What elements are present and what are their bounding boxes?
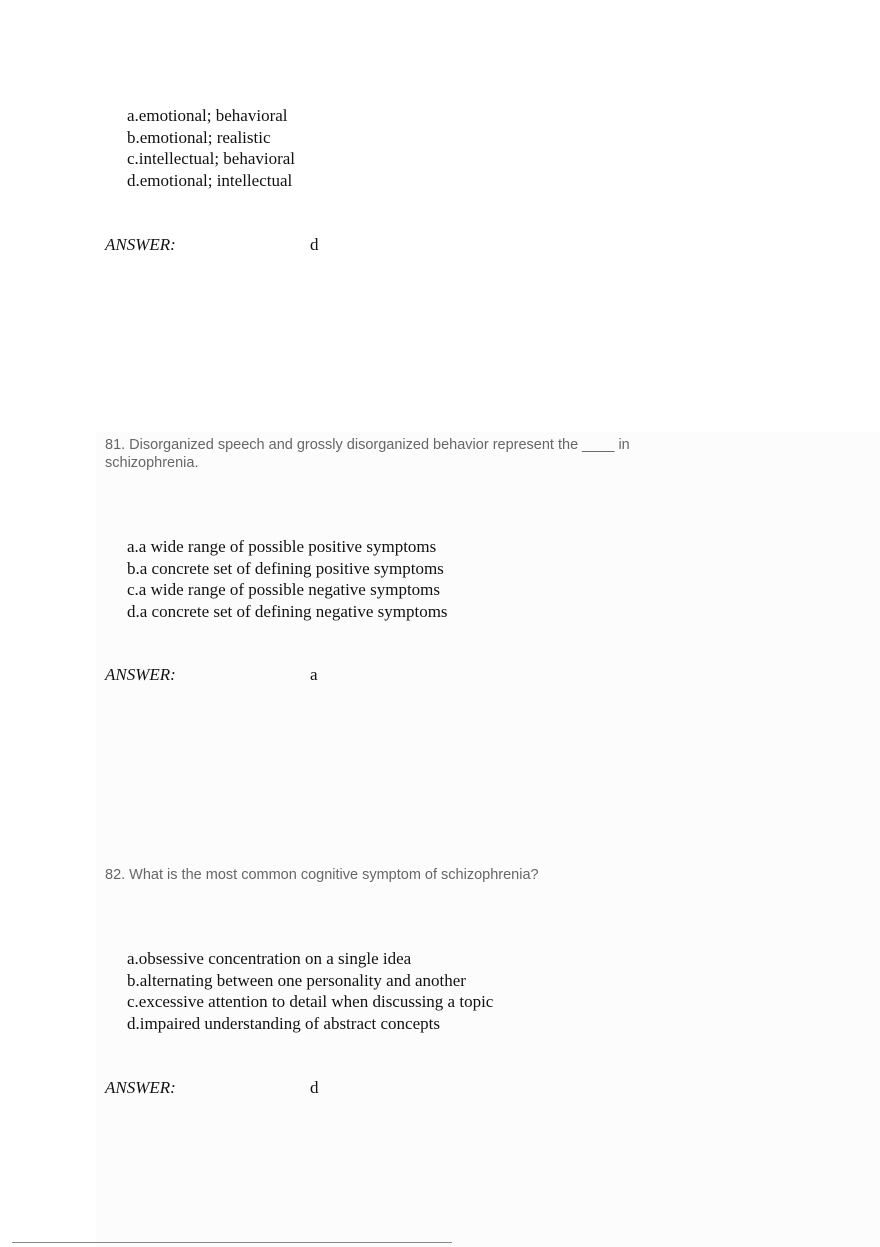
option-text: a concrete set of defining negative symptoms (139, 602, 448, 622)
option-item (127, 170, 295, 192)
option-letter: a. (127, 949, 139, 968)
answer-value: d (310, 235, 319, 254)
answer-label: ANSWER: (105, 1078, 176, 1097)
option-text: impaired understanding of abstract concepts (139, 1014, 440, 1034)
option-text: emotional; behavioral (138, 106, 288, 125)
option-item (127, 579, 448, 601)
option-item (127, 148, 295, 170)
option-text: intellectual; behavioral (138, 149, 296, 169)
option-item (127, 127, 295, 149)
option-text: alternating between one personality and another (139, 970, 466, 990)
option-letter: d. (127, 602, 140, 622)
answer-label: ANSWER: (105, 665, 176, 684)
question-text: 82. What is the most common cognitive symptom of schizophrenia? (105, 867, 539, 883)
option-letter: a. (127, 106, 139, 125)
option-letter: b. (127, 970, 140, 990)
option-text: a concrete set of defining positive symptoms (139, 558, 444, 578)
option-list (127, 105, 295, 192)
option-letter: c. (127, 992, 139, 1012)
option-text: emotional; intellectual (139, 171, 293, 191)
option-letter: d. (127, 1014, 140, 1034)
answer-value: a (310, 665, 318, 684)
option-item (127, 970, 493, 992)
option-letter: b. (127, 127, 140, 147)
option-item (127, 105, 295, 127)
answer-label: ANSWER: (105, 235, 176, 254)
option-item (127, 991, 493, 1013)
option-item (127, 948, 493, 970)
question-text: 81. Disorganized speech and grossly disorganized behavior represent the ____ in schizophrenia. (105, 437, 630, 471)
option-item (127, 536, 448, 558)
option-letter: b. (127, 558, 140, 578)
footer-divider (12, 1242, 452, 1243)
option-text: a wide range of possible positive symptoms (138, 537, 437, 556)
option-letter: c. (127, 149, 139, 169)
option-letter: a. (127, 537, 139, 556)
answer-value: d (310, 1078, 319, 1097)
option-text: excessive attention to detail when discussing a topic (138, 992, 494, 1012)
option-list (127, 536, 448, 623)
option-item (127, 601, 448, 623)
option-text: a wide range of possible negative symptoms (138, 580, 441, 600)
option-letter: c. (127, 580, 139, 600)
option-list (127, 948, 493, 1035)
option-item (127, 558, 448, 580)
option-text: emotional; realistic (139, 127, 271, 147)
option-letter: d. (127, 171, 140, 191)
option-item (127, 1013, 493, 1035)
option-text: obsessive concentration on a single idea (138, 949, 412, 968)
